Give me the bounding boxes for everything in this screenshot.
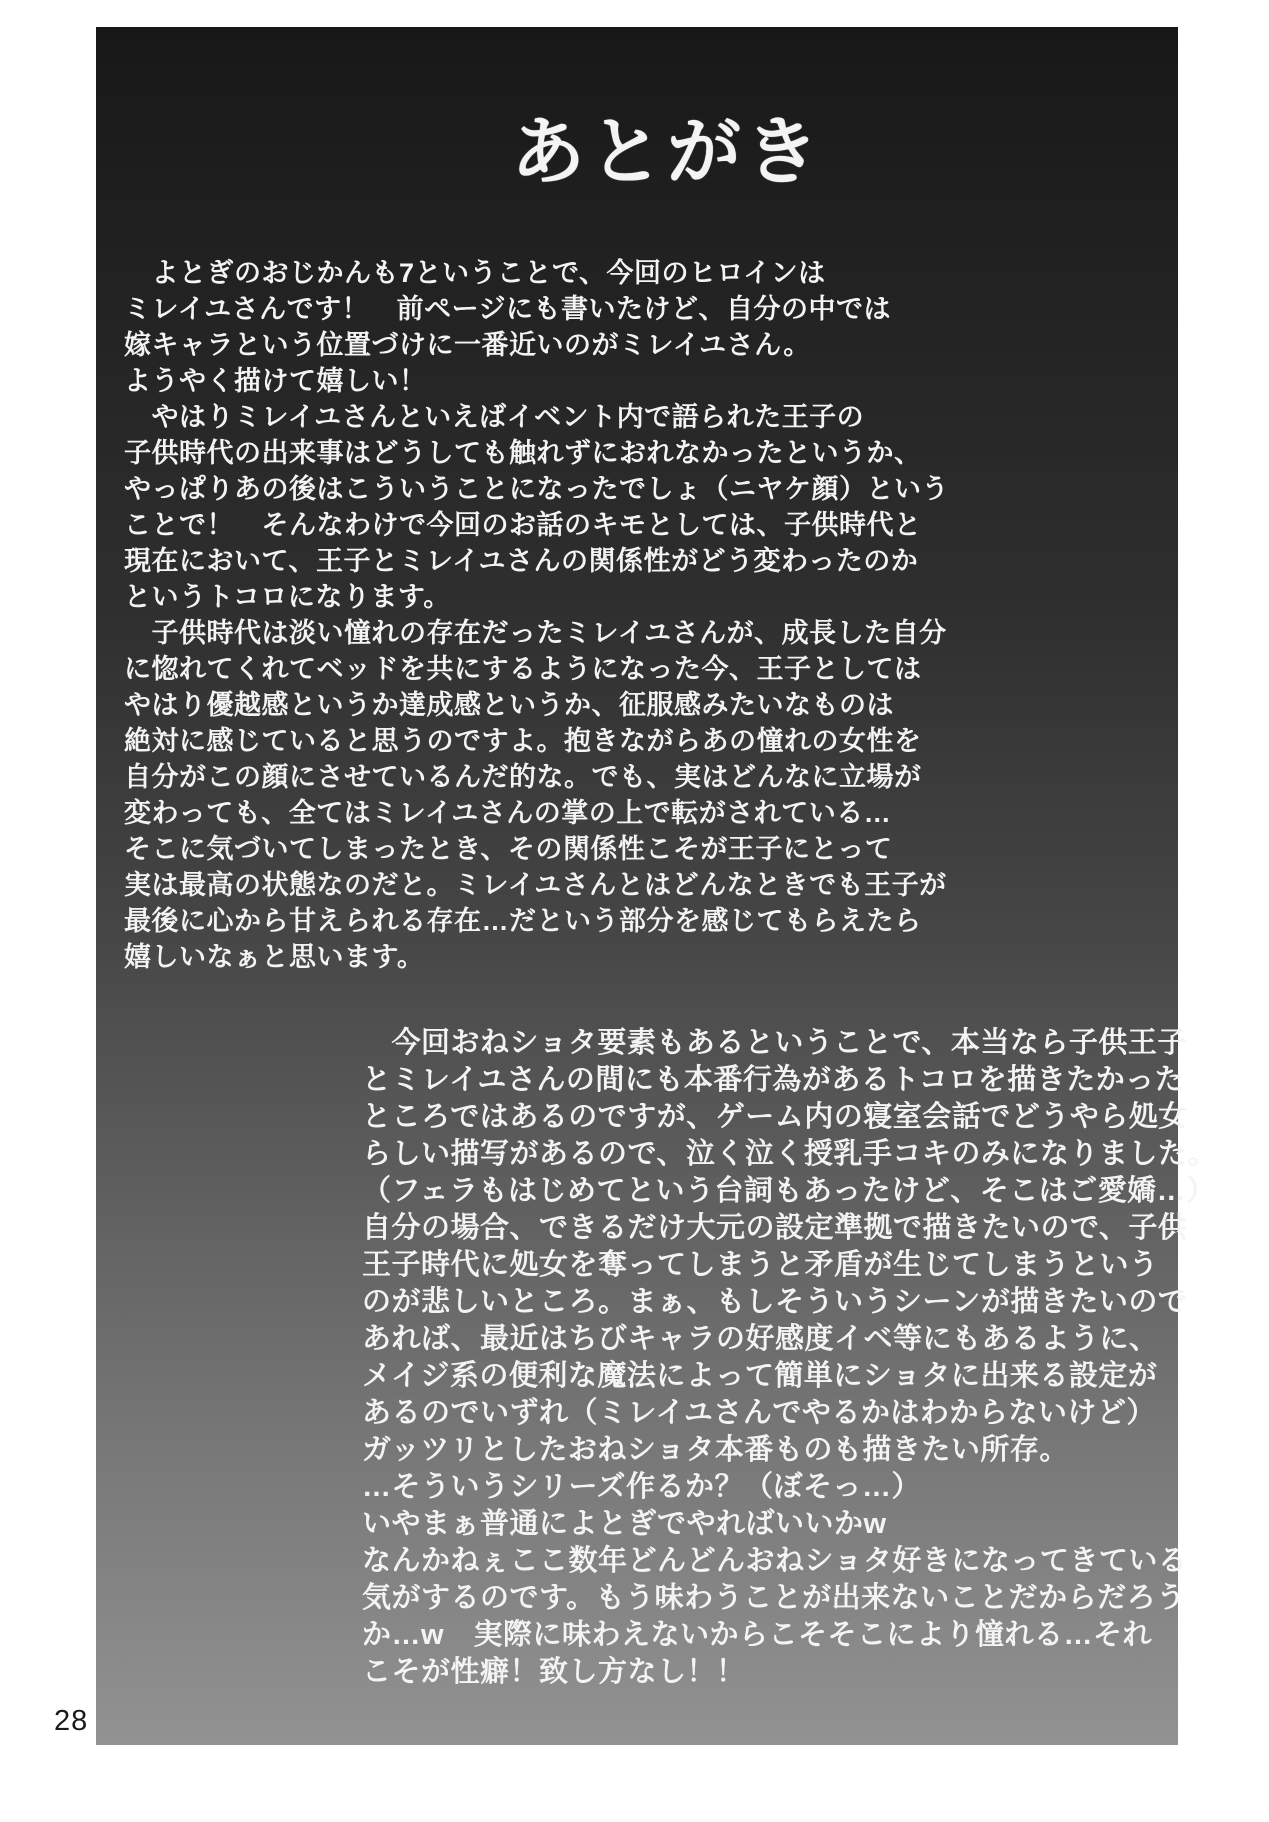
text-line: メイジ系の便利な魔法によって簡単にショタに出来る設定が <box>362 1360 1158 1392</box>
text-line: 気がするのです。もう味わうことが出来ないことだからだろう <box>362 1582 1186 1614</box>
text-line: やはり優越感というか達成感というか、征服感みたいなものは <box>124 690 894 720</box>
text-line: 嫁キャラという位置づけに一番近いのがミレイユさん。 <box>124 330 811 360</box>
text-line: らしい描写があるので、泣く泣く授乳手コキのみになりました。 <box>362 1138 1217 1170</box>
text-line: 子供時代の出来事はどうしても触れずにおれなかったというか、 <box>124 438 922 468</box>
text-line: …そういうシリーズ作るか？（ぼそっ…） <box>362 1471 922 1503</box>
text-line: やはりミレイユさんといえばイベント内で語られた王子の <box>124 402 865 432</box>
text-line: 絶対に感じていると思うのですよ。抱きながらあの憧れの女性を <box>124 726 922 756</box>
text-line: 自分の場合、できるだけ大元の設定準拠で描きたいので、子供 <box>362 1212 1188 1244</box>
page-title: あとがき <box>511 110 823 193</box>
text-line: 最後に心から甘えられる存在…だという部分を感じてもらえたら <box>124 906 922 936</box>
text-line: やっぱりあの後はこういうことになったでしょ（ニヤケ顔）という <box>124 474 949 504</box>
text-line: （フェラもはじめてという台詞もあったけど、そこはご愛嬌…） <box>362 1175 1216 1207</box>
text-line: ガッツリとしたおねショタ本番ものも描きたい所存。 <box>362 1434 1069 1466</box>
afterword-paragraph-1 <box>124 255 1024 975</box>
text-line: 子供時代は淡い憧れの存在だったミレイユさんが、成長した自分 <box>124 618 947 648</box>
text-line: か…w 実際に味わえないからこそそこにより憧れる…それ <box>362 1619 1153 1651</box>
text-line: 変わっても、全てはミレイユさんの掌の上で転がされている… <box>124 798 892 828</box>
text-line: 現在において、王子とミレイユさんの関係性がどう変わったのか <box>124 546 919 576</box>
text-line: のが悲しいところ。まぁ、もしそういうシーンが描きたいので <box>362 1286 1188 1318</box>
text-line: あるのでいずれ（ミレイユさんでやるかはわからないけど） <box>362 1397 1156 1429</box>
text-line: こそが性癖！致し方なし！！ <box>362 1656 746 1688</box>
text-line: というトコロになります。 <box>124 582 451 612</box>
page-number: 28 <box>54 1705 89 1737</box>
text-line: ことで！ そんなわけで今回のお話のキモとしては、子供時代と <box>124 510 922 540</box>
text-line: とミレイユさんの間にも本番行為があるトコロを描きたかった <box>362 1064 1185 1096</box>
text-line: ミレイユさんです！ 前ページにも書いたけど、自分の中では <box>124 294 892 324</box>
text-line: 王子時代に処女を奪ってしまうと矛盾が生じてしまうという <box>362 1249 1159 1281</box>
text-line: いやまぁ普通によとぎでやればいいかw <box>362 1508 887 1540</box>
text-line: 自分がこの顔にさせているんだ的な。でも、実はどんなに立場が <box>124 762 922 792</box>
text-line: そこに気づいてしまったとき、その関係性こそが王子にとって <box>124 834 893 864</box>
text-line: ところではあるのですが、ゲーム内の寝室会話でどうやら処女 <box>362 1101 1188 1133</box>
afterword-paragraph-2 <box>362 1025 1217 1691</box>
text-line: ようやく描けて嬉しい！ <box>124 366 427 396</box>
text-line: なんかねぇここ数年どんどんおねショタ好きになってきている <box>362 1545 1188 1577</box>
text-line: 今回おねショタ要素もあるということで、本当なら子供王子 <box>362 1027 1187 1059</box>
text-line: 実は最高の状態なのだと。ミレイユさんとはどんなときでも王子が <box>124 870 947 900</box>
text-line: に惚れてくれてベッドを共にするようになった今、王子としては <box>124 654 922 684</box>
afterword-panel <box>96 27 1217 1745</box>
text-line: よとぎのおじかんも7ということで、今回のヒロインは <box>124 258 826 288</box>
text-line: あれば、最近はちびキャラの好感度イベ等にもあるように、 <box>362 1323 1159 1355</box>
text-line: 嬉しいなぁと思います。 <box>124 942 425 972</box>
